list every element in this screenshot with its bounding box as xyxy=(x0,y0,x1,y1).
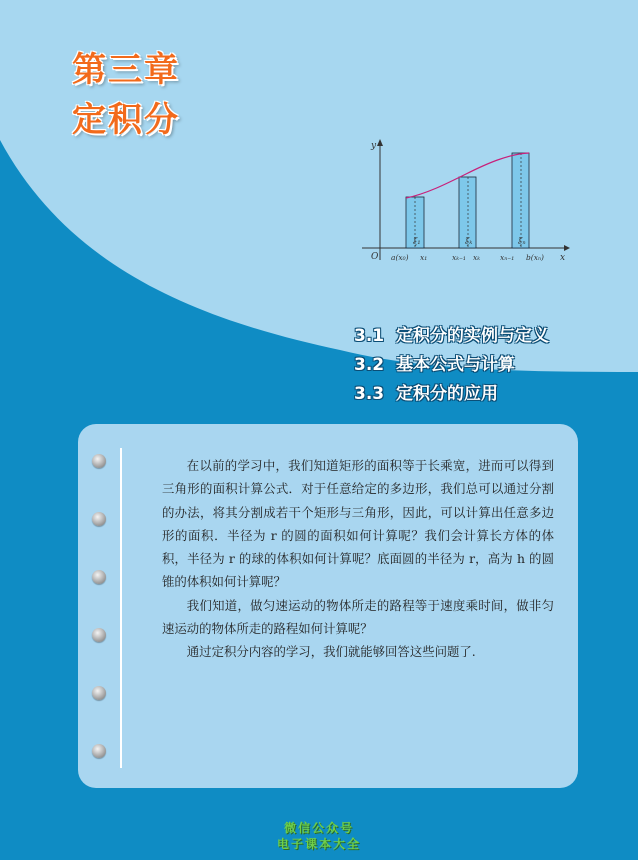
toc-item[interactable] xyxy=(354,351,549,380)
intro-paragraph: 通过定积分内容的学习，我们就能够回答这些问题了. xyxy=(186,644,476,660)
binder-hole-icon xyxy=(92,628,106,642)
x-tick-label: b(xₙ) xyxy=(526,253,544,262)
intro-card xyxy=(78,424,578,788)
y-axis-arrow xyxy=(377,139,383,146)
origin-label: O xyxy=(371,252,379,262)
xi-label: ξₙ xyxy=(518,237,526,246)
toc-number: 3.2 xyxy=(354,355,385,375)
intro-paragraph: 在以前的学习中，我们知道矩形的面积等于长乘宽，进而可以得到三角形的面积计算公式．对于任意给定的多边形，我们总可以通过分割的办法，将其分割成若干个矩形与三角形，因此，可以计算出任意多边形的面积．半径为 r 的圆的面积如何计算呢？我们会计算长方体的体积，半径为 r 的球的体积如何计算呢？底面圆的半径为 r，高为 h 的圆锥的体积如何计算呢？ xyxy=(162,458,554,590)
intro-paragraph: 我们知道，做匀速运动的物体所走的路程等于速度乘时间，做非匀速运动的物体所走的路程如何计算呢？ xyxy=(162,597,554,637)
x-axis-arrow xyxy=(564,245,570,251)
x-tick-label: x₁ xyxy=(420,253,428,262)
binder-hole-icon xyxy=(92,512,106,526)
toc-title: 定积分的应用 xyxy=(396,384,498,404)
chapter-title: 定积分 xyxy=(72,100,180,140)
riemann-sum-graph xyxy=(358,136,574,266)
toc-item[interactable] xyxy=(354,380,549,409)
watermark xyxy=(0,820,638,852)
chapter-number: 第三章 xyxy=(72,50,180,90)
table-of-contents xyxy=(354,322,549,409)
x-tick-label: xₖ₋₁ xyxy=(452,253,466,262)
watermark-line: 电子课本大全 xyxy=(276,837,361,851)
card-divider xyxy=(120,448,122,768)
x-tick-label: a(x₀) xyxy=(391,253,409,262)
rect-n xyxy=(512,153,529,248)
xi-label: ξ₁ xyxy=(413,237,421,246)
xi-label: ξₖ xyxy=(465,237,473,246)
binder-hole-icon xyxy=(92,686,106,700)
toc-title: 定积分的实例与定义 xyxy=(396,326,549,346)
binder-hole-icon xyxy=(92,570,106,584)
x-tick-label: xₙ₋₁ xyxy=(500,253,515,262)
intro-text xyxy=(162,454,554,664)
binder-hole-icon xyxy=(92,744,106,758)
x-tick-label: xₖ xyxy=(473,253,480,262)
x-axis-label: x xyxy=(560,253,566,263)
toc-number: 3.1 xyxy=(354,326,385,346)
toc-number: 3.3 xyxy=(354,384,385,404)
toc-item[interactable] xyxy=(354,322,549,351)
watermark-line: 微信公众号 xyxy=(283,821,354,835)
y-axis-label: y xyxy=(371,141,377,151)
binder-hole-icon xyxy=(92,454,106,468)
toc-title: 基本公式与计算 xyxy=(396,355,515,375)
